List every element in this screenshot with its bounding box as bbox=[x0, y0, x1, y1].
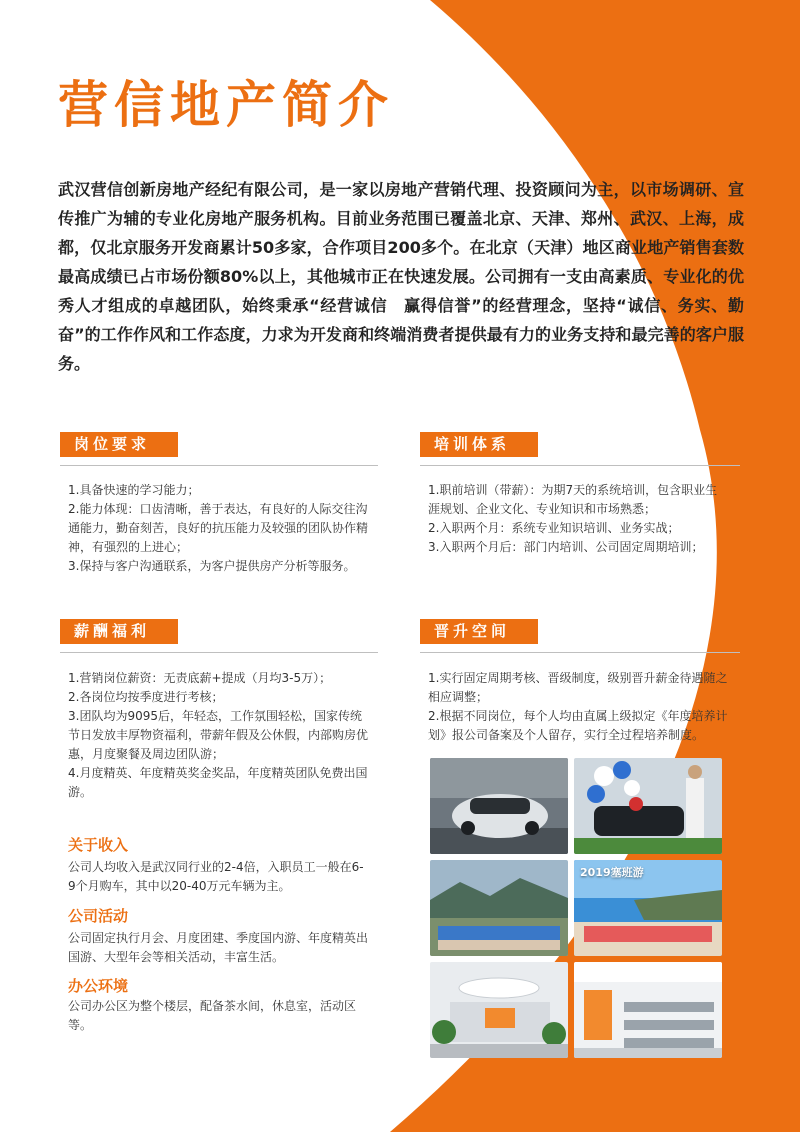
section-tag-job-requirements: 岗位要求 bbox=[60, 432, 178, 457]
company-intro: 武汉营信创新房地产经纪有限公司，是一家以房地产营销代理、投资顾问为主，以市场调研、宣传推广为辅的专业化房地产服务机构。目前业务范围已覆盖北京、天津、郑州、武汉、上海，成都，仅北京服务开发商累计50多家，合作项目200多个。在北京（天津）地区商业地产销售套数最高成绩已占市场份额80%以上，其他城市正在快速发展。公司拥有一支由高素质、专业化的优秀人才组成的卓越团队，始终秉承“经营诚信 赢得信誉”的经营理念，坚持“诚信、务实、勤奋”的工作作风和工作态度，力求为开发商和终端消费者提供最有力的业务支持和最完善的客户服务。 bbox=[58, 180, 744, 373]
activities-text: 公司固定执行月会、月度团建、季度国内游、年度精英出国游、大型年会等相关活动，丰富生活。 bbox=[68, 931, 369, 964]
activities-title: 公司活动 bbox=[68, 907, 129, 925]
list-item: 3.团队均为9095后，年轻态，工作氛围轻松，国家传统节日发放丰厚物资福利，带薪年假及公休假，内部购房优惠，月度聚餐及周边团队游； bbox=[68, 709, 369, 761]
list-item: 2.根据不同岗位，每个人均由直属上级拟定《年度培养计划》报公司备案及个人留存，实行全过程培养制度。 bbox=[428, 709, 728, 742]
benefits-list bbox=[68, 669, 368, 802]
list-item: 2.入职两个月：系统专业知识培训、业务实战； bbox=[428, 521, 680, 535]
list-item: 1.职前培训（带薪）：为期7天的系统培训，包含职业生涯规划、企业文化、专业知识和市场熟悉； bbox=[428, 483, 718, 516]
section-divider bbox=[420, 465, 740, 466]
section-tag-training: 培训体系 bbox=[420, 432, 538, 457]
section-tag-promotion: 晋升空间 bbox=[420, 619, 538, 644]
income-text: 公司人均收入是武汉同行业的2-4倍，入职员工一般在6-9个月购车，其中以20-40万元车辆为主。 bbox=[68, 860, 364, 893]
section-divider bbox=[420, 652, 740, 653]
list-item: 1.具备快速的学习能力； bbox=[68, 483, 200, 497]
promotion-list bbox=[428, 669, 728, 745]
car-celebration-photo bbox=[574, 758, 722, 854]
list-item: 1.营销岗位薪资：无责底薪+提成（月均3-5万）； bbox=[68, 671, 332, 685]
page-title: 营信地产简介 bbox=[58, 76, 394, 134]
team-mountain-photo bbox=[430, 860, 568, 956]
saipan-trip-photo bbox=[574, 860, 722, 956]
list-item: 2.各岗位均按季度进行考核； bbox=[68, 690, 224, 704]
training-list bbox=[428, 481, 728, 557]
list-item: 2.能力体现：口齿清晰，善于表达，有良好的人际交往沟通能力，勤奋刻苦，良好的抗压能力及较强的团队协作精神，有强烈的上进心； bbox=[68, 502, 369, 554]
list-item: 4.月度精英、年度精英奖金奖品，年度精英团队免费出国游。 bbox=[68, 766, 368, 799]
office-desks-photo bbox=[574, 962, 722, 1058]
section-divider bbox=[60, 465, 378, 466]
section-divider bbox=[60, 652, 378, 653]
section-tag-benefits: 薪酬福利 bbox=[60, 619, 178, 644]
list-item: 3.入职两个月后：部门内培训、公司固定周期培训； bbox=[428, 540, 704, 554]
job-requirements-list bbox=[68, 481, 368, 576]
list-item: 3.保持与客户沟通联系，为客户提供房产分析等服务。 bbox=[68, 559, 356, 573]
office-text: 公司办公区为整个楼层，配备茶水间，休息室，活动区等。 bbox=[68, 999, 357, 1032]
trip-caption: 2019塞班游 bbox=[580, 866, 644, 879]
list-item: 1.实行固定周期考核、晋级制度，级别晋升薪金待遇随之相应调整； bbox=[428, 671, 728, 704]
car-photo bbox=[430, 758, 568, 854]
income-title: 关于收入 bbox=[68, 836, 129, 854]
office-lobby-photo bbox=[430, 962, 568, 1058]
office-title: 办公环境 bbox=[68, 977, 129, 995]
